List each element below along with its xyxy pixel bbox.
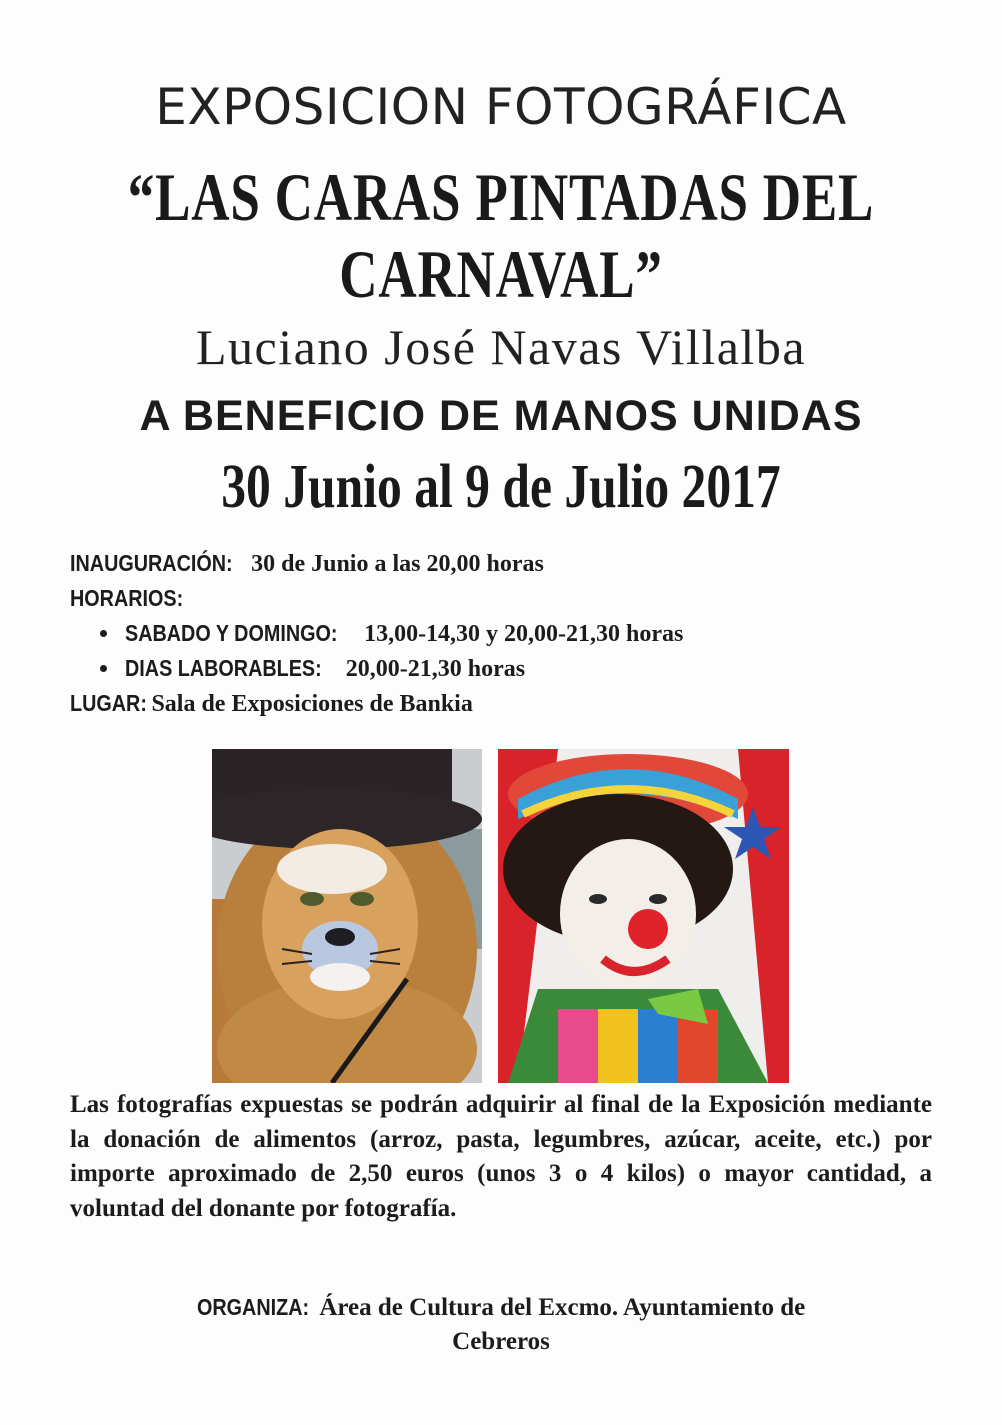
cat-face-paint-photo (212, 749, 482, 1083)
organizer-line-2: Cebreros (452, 1328, 550, 1355)
venue-value: Sala de Exposiciones de Bankia (145, 691, 473, 717)
organizer-label: ORGANIZA: (196, 1294, 309, 1320)
exhibition-heading: EXPOSICION FOTOGRÁFICA (155, 78, 847, 136)
inauguration-value: 30 de Junio a las 20,00 horas (245, 551, 544, 577)
schedule-heading-row (70, 581, 950, 616)
exhibition-info (70, 546, 950, 721)
schedule-weekdays-label: DIAS LABORABLES: (125, 655, 322, 681)
venue-label: LUGAR: (70, 690, 147, 716)
schedule-label: HORARIOS: (70, 585, 184, 611)
author-name: Luciano José Navas Villalba (195, 319, 807, 375)
clown-face-paint-icon (498, 749, 789, 1083)
organizer-line-1 (0, 1290, 1002, 1325)
inauguration-row (70, 546, 950, 581)
schedule-item-weekend (70, 616, 950, 651)
schedule-weekend-label: SABADO Y DOMINGO: (125, 620, 338, 646)
schedule-weekend-value: 13,00-14,30 y 20,00-21,30 horas (358, 621, 684, 647)
organizer-value: Área de Cultura del Excmo. Ayuntamiento de (313, 1294, 806, 1321)
bullet-icon (100, 630, 107, 637)
donation-description: Las fotografías expuestas se podrán adquirir al final de la Exposición mediante la donación de alimentos (arroz, pasta, legumbres, azúcar, aceite, etc.) por importe aproximado de 2,50 euros (unos 3 o 4 kilos) o mayor cantidad, a voluntad del donante por fotografía. (70, 1091, 932, 1222)
cat-face-paint-icon (212, 749, 482, 1083)
clown-face-paint-photo (498, 749, 789, 1083)
venue-row (70, 686, 950, 721)
exhibition-dates: 30 Junio al 9 de Julio 2017 (221, 453, 781, 521)
inauguration-label: INAUGURACIÓN: (70, 550, 233, 576)
benefit-line: A BENEFICIO DE MANOS UNIDAS (139, 392, 863, 440)
schedule-weekdays-value: 20,00-21,30 horas (339, 656, 526, 682)
exhibition-title-line-1: “LAS CARAS PINTADAS DEL (127, 159, 875, 235)
bullet-icon (100, 665, 107, 672)
organizer-block (0, 1290, 1002, 1359)
schedule-item-weekdays (70, 651, 950, 686)
exhibition-title-line-2: CARNAVAL” (339, 236, 663, 312)
